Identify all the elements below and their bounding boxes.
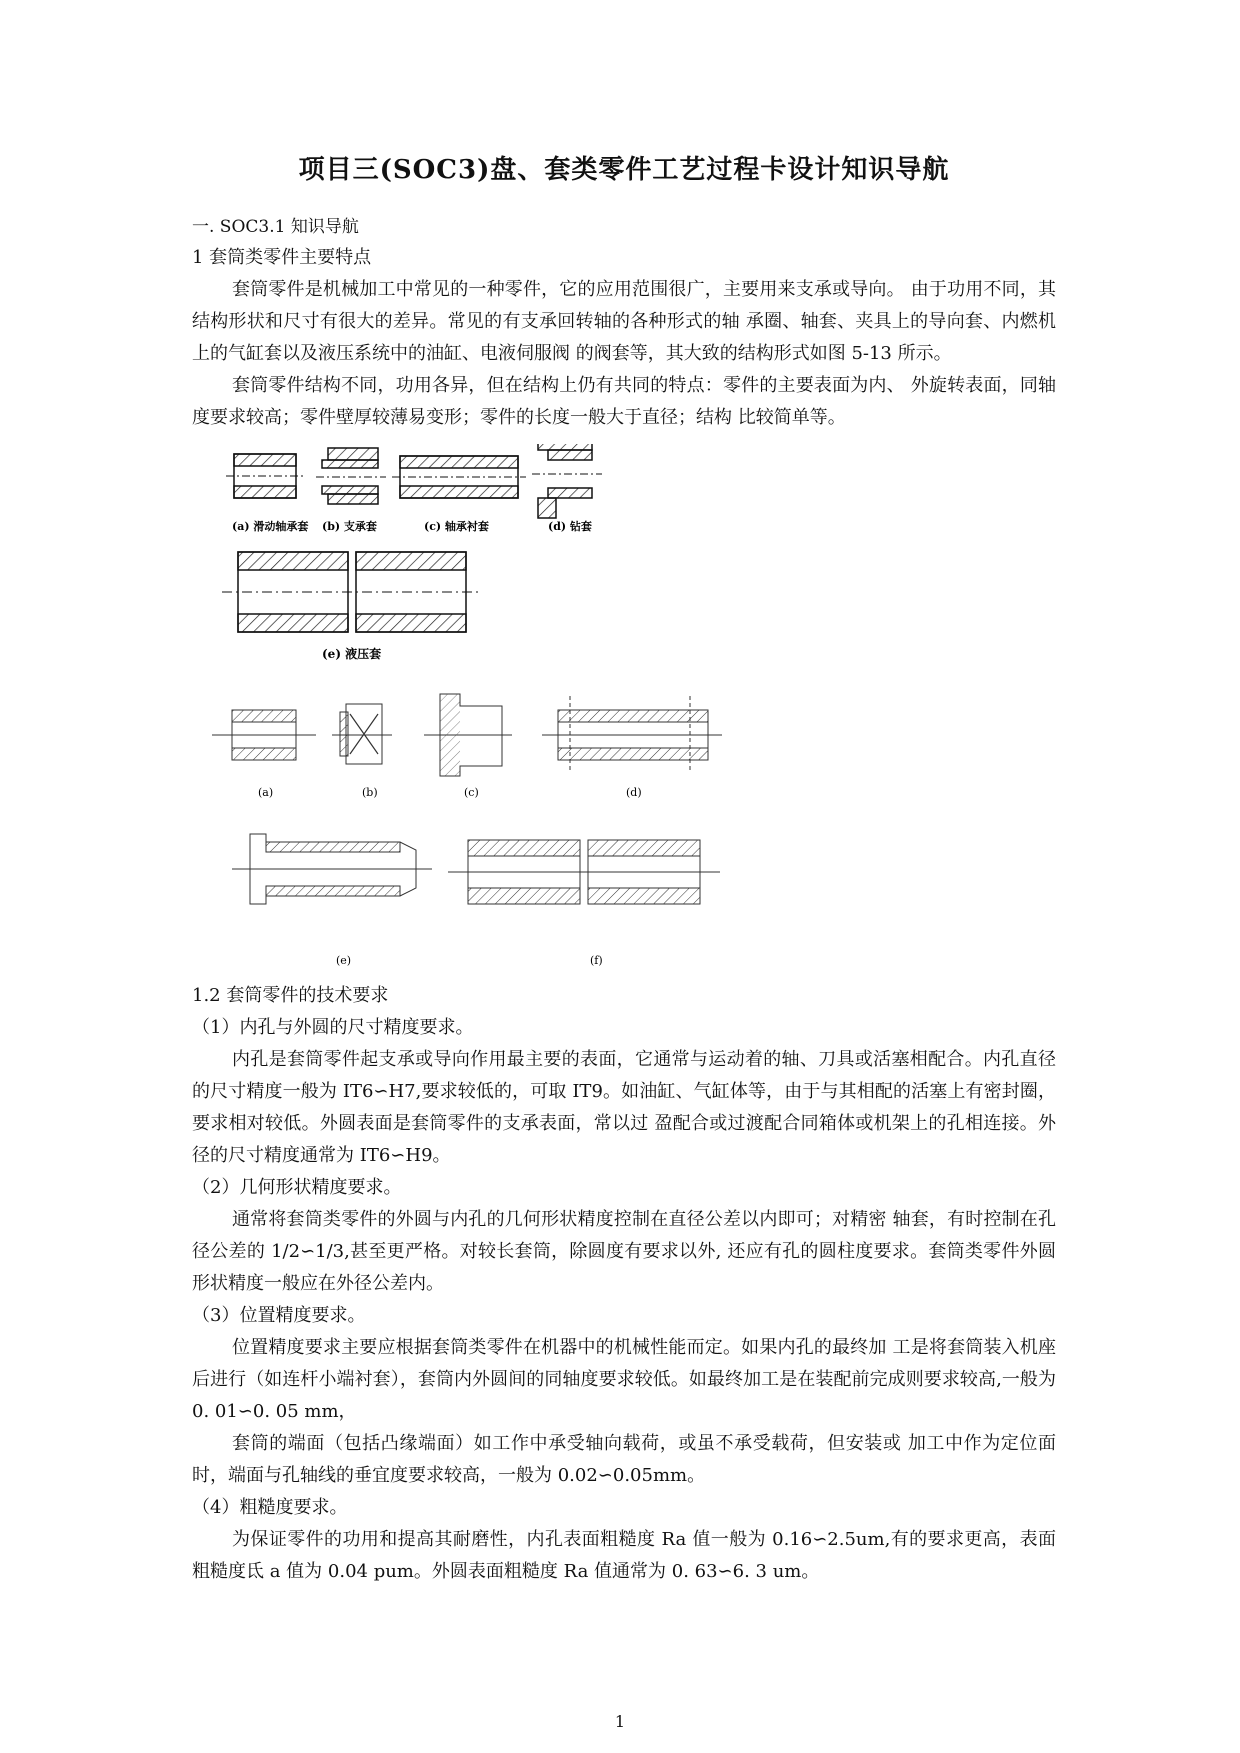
section-e	[232, 834, 432, 904]
section-b	[332, 704, 392, 764]
figure-sleeve-types	[192, 444, 1056, 684]
page-number: 1	[614, 1712, 626, 1731]
requirement-3-text-2: 套筒的端面（包括凸缘端面）如工作中承受轴向载荷，或虽不承受载荷，但安装或 加工中作为定位面时，端面与孔轴线的垂宜度要求较高，一般为 0.02∽0.05mm。	[192, 1433, 1056, 1486]
paragraph-2: 套筒零件结构不同，功用各异，但在结构上仍有共同的特点：零件的主要表面为内、 外旋转表面，同轴度要求较高；零件壁厚较薄易变形；零件的长度一般大于直径；结构 比较简单等。	[192, 375, 1056, 428]
section-d	[542, 696, 722, 772]
requirement-2-text: 通常将套筒类零件的外圆与内孔的几何形状精度控制在直径公差以内即可；对精密 轴套，有时控制在孔径公差的 1/2∽1/3,甚至更严格。对较长套筒，除圆度有要求以外, 还应有孔的圆柱度要求。套筒类零件外圆形状精度一般应在外径公差内。	[192, 1209, 1056, 1294]
section-c	[424, 694, 512, 776]
requirement-1-title: （1）内孔与外圆的尺寸精度要求。	[192, 1017, 474, 1038]
figure-sleeve-sections	[192, 692, 1056, 980]
section-a	[212, 710, 316, 760]
fig1-label-e: (e) 液压套	[322, 647, 382, 661]
fig1-label-d: (d) 钻套	[548, 520, 592, 533]
requirement-1-text: 内孔是套筒零件起支承或导向作用最主要的表面，它通常与运动着的轴、刀具或活塞相配合。内孔直径的尺寸精度一般为 IT6∽H7,要求较低的，可取 IT9。如油缸、气缸体等，由于与其相配的活塞上有密封圈，要求相对较低。外圆表面是套筒零件的支承表面，常以过 盈配合或过渡配合同箱体或机架上的孔相连接。外径的尺寸精度通常为 IT6∽H9。	[192, 1049, 1056, 1166]
requirement-4-text: 为保证零件的功用和提高其耐磨性，内孔表面粗糙度 Ra 值一般为 0.16∽2.5um,有的要求更高，表面粗糙度氐 a 值为 0.04 pum。外圆表面粗糙度 Ra 值通常为 0. 63∽6. 3 um。	[192, 1529, 1056, 1582]
fig1-label-a: (a) 滑动轴承套	[232, 520, 309, 533]
section-label: 一. SOC3.1 知识导航	[192, 217, 359, 237]
fig2-label-d: (d)	[626, 786, 642, 799]
part-d-drill-bushing	[532, 444, 602, 518]
fig2-label-e: (e)	[336, 954, 352, 967]
sleeve-types-drawing	[192, 444, 1056, 684]
fig1-label-c: (c) 轴承衬套	[424, 520, 489, 533]
part-b-support-sleeve	[316, 448, 386, 504]
requirement-2-title: （2）几何形状精度要求。	[192, 1177, 402, 1198]
fig1-label-b: (b) 支承套	[322, 520, 377, 533]
heading-1: 1 套筒类零件主要特点	[192, 247, 372, 268]
page-title: 项目三(SOC3)盘、套类零件工艺过程卡设计知识导航	[298, 155, 950, 185]
fig2-label-a: (a)	[258, 786, 274, 799]
part-a-sliding-bearing-sleeve	[226, 454, 304, 498]
content-column	[192, 148, 1056, 1588]
paragraph-1: 套筒零件是机械加工中常见的一种零件，它的应用范围很广，主要用来支承或导向。 由于功用不同，其结构形状和尺寸有很大的差异。常见的有支承回转轴的各种形式的轴 承圈、轴套、夹具上的导向套、内燃机上的气缸套以及液压系统中的油缸、电液伺服阀 的阀套等，其大致的结构形式如图 5-13 所示。	[192, 279, 1056, 364]
heading-2: 1.2 套筒零件的技术要求	[192, 985, 389, 1006]
sleeve-sections-drawing	[192, 692, 1056, 980]
part-e-hydraulic-sleeve	[222, 544, 482, 632]
requirement-4-title: （4）粗糙度要求。	[192, 1497, 348, 1518]
fig2-label-c: (c)	[464, 786, 479, 799]
part-c-bearing-liner	[392, 456, 526, 498]
fig2-label-b: (b)	[362, 786, 378, 799]
section-f	[448, 840, 720, 904]
requirement-3-title: （3）位置精度要求。	[192, 1305, 366, 1326]
fig2-label-f: (f)	[590, 954, 603, 967]
requirement-3-text-1: 位置精度要求主要应根据套筒类零件在机器中的机械性能而定。如果内孔的最终加 工是将套筒装入机座后进行（如连杆小端衬套），套筒内外圆间的同轴度要求较低。如最终加工是在装配前完成则要求较高,一般为 0. 01∽0. 05 mm，	[192, 1337, 1056, 1422]
